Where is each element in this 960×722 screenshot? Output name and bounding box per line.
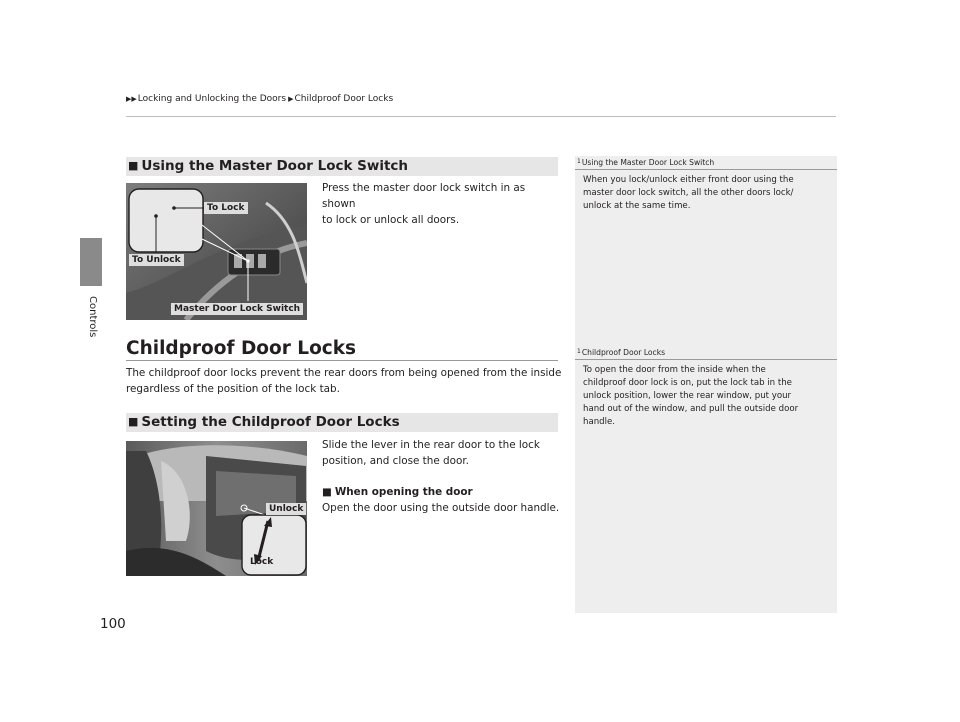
bullet-square-icon: ■ [128,159,139,172]
when-opening-block [322,484,567,516]
note-title-text: Childproof Door Locks [581,348,666,357]
note-line: master door lock switch, all the other doors lock/ [583,188,794,198]
subheading-text: When opening the door [334,486,473,498]
unlock-label: Unlock [266,503,306,515]
note-ref-number: 1 [577,158,581,165]
to-lock-label: To Lock [204,202,248,214]
page-number: 100 [100,616,126,632]
note-line: unlock position, lower the rear window, put your [583,391,792,401]
section2-body [322,437,562,469]
master-switch-label: Master Door Lock Switch [171,303,303,315]
breadcrumb [126,94,393,104]
breadcrumb-arrow-icon: ▶ [288,95,294,103]
chapter-side-tab [80,238,102,286]
breadcrumb-arrow-icon: ▶▶ [126,95,137,103]
note-line: To open the door from the inside when the [583,365,766,375]
rear-door-figure [126,441,307,576]
breadcrumb-item[interactable]: Childproof Door Locks [294,94,394,104]
body-line: position, and close the door. [322,455,469,467]
breadcrumb-item[interactable]: Locking and Unlocking the Doors [137,94,287,104]
note-line: hand out of the window, and pull the outside door [583,404,799,414]
note-title [575,348,837,357]
header-rule [126,116,836,117]
section-heading: Using the Master Door Lock Switch [141,158,409,174]
note-line: childproof door lock is on, put the lock tab in the [583,378,792,388]
section1-body [322,180,558,228]
title-rule [126,360,558,361]
section-heading-bar [126,413,558,432]
body-line: Slide the lever in the rear door to the lock [322,439,540,451]
body-line: to lock or unlock all doors. [322,214,460,226]
chapter-side-label-text: Controls [87,296,98,338]
lock-label: Lock [250,557,274,567]
body-line: The childproof door locks prevent the rear doors from being opened from the inside [126,367,562,379]
body-line: regardless of the position of the lock tab. [126,383,340,395]
note-block [575,348,837,429]
note-body [575,170,837,213]
section-heading-bar [126,157,558,176]
chapter-intro [126,365,566,397]
master-switch-figure [126,183,307,320]
bullet-square-icon: ■ [128,415,139,428]
body-line: Open the door using the outside door handle. [322,502,560,514]
body-line: Press the master door lock switch in as shown [322,182,526,210]
section-heading: Setting the Childproof Door Locks [141,414,400,430]
note-title-text: Using the Master Door Lock Switch [581,158,715,167]
note-title [575,158,837,167]
bullet-square-icon: ■ [322,486,332,498]
note-line: unlock at the same time. [583,201,691,211]
subheading [322,484,567,500]
to-unlock-label: To Unlock [129,254,184,266]
note-line: When you lock/unlock either front door using the [583,175,794,185]
page-title: Childproof Door Locks [126,338,357,359]
note-line: handle. [583,417,616,427]
note-body [575,360,837,429]
chapter-side-label [84,296,98,346]
note-ref-number: 1 [577,348,581,355]
note-block [575,158,837,213]
